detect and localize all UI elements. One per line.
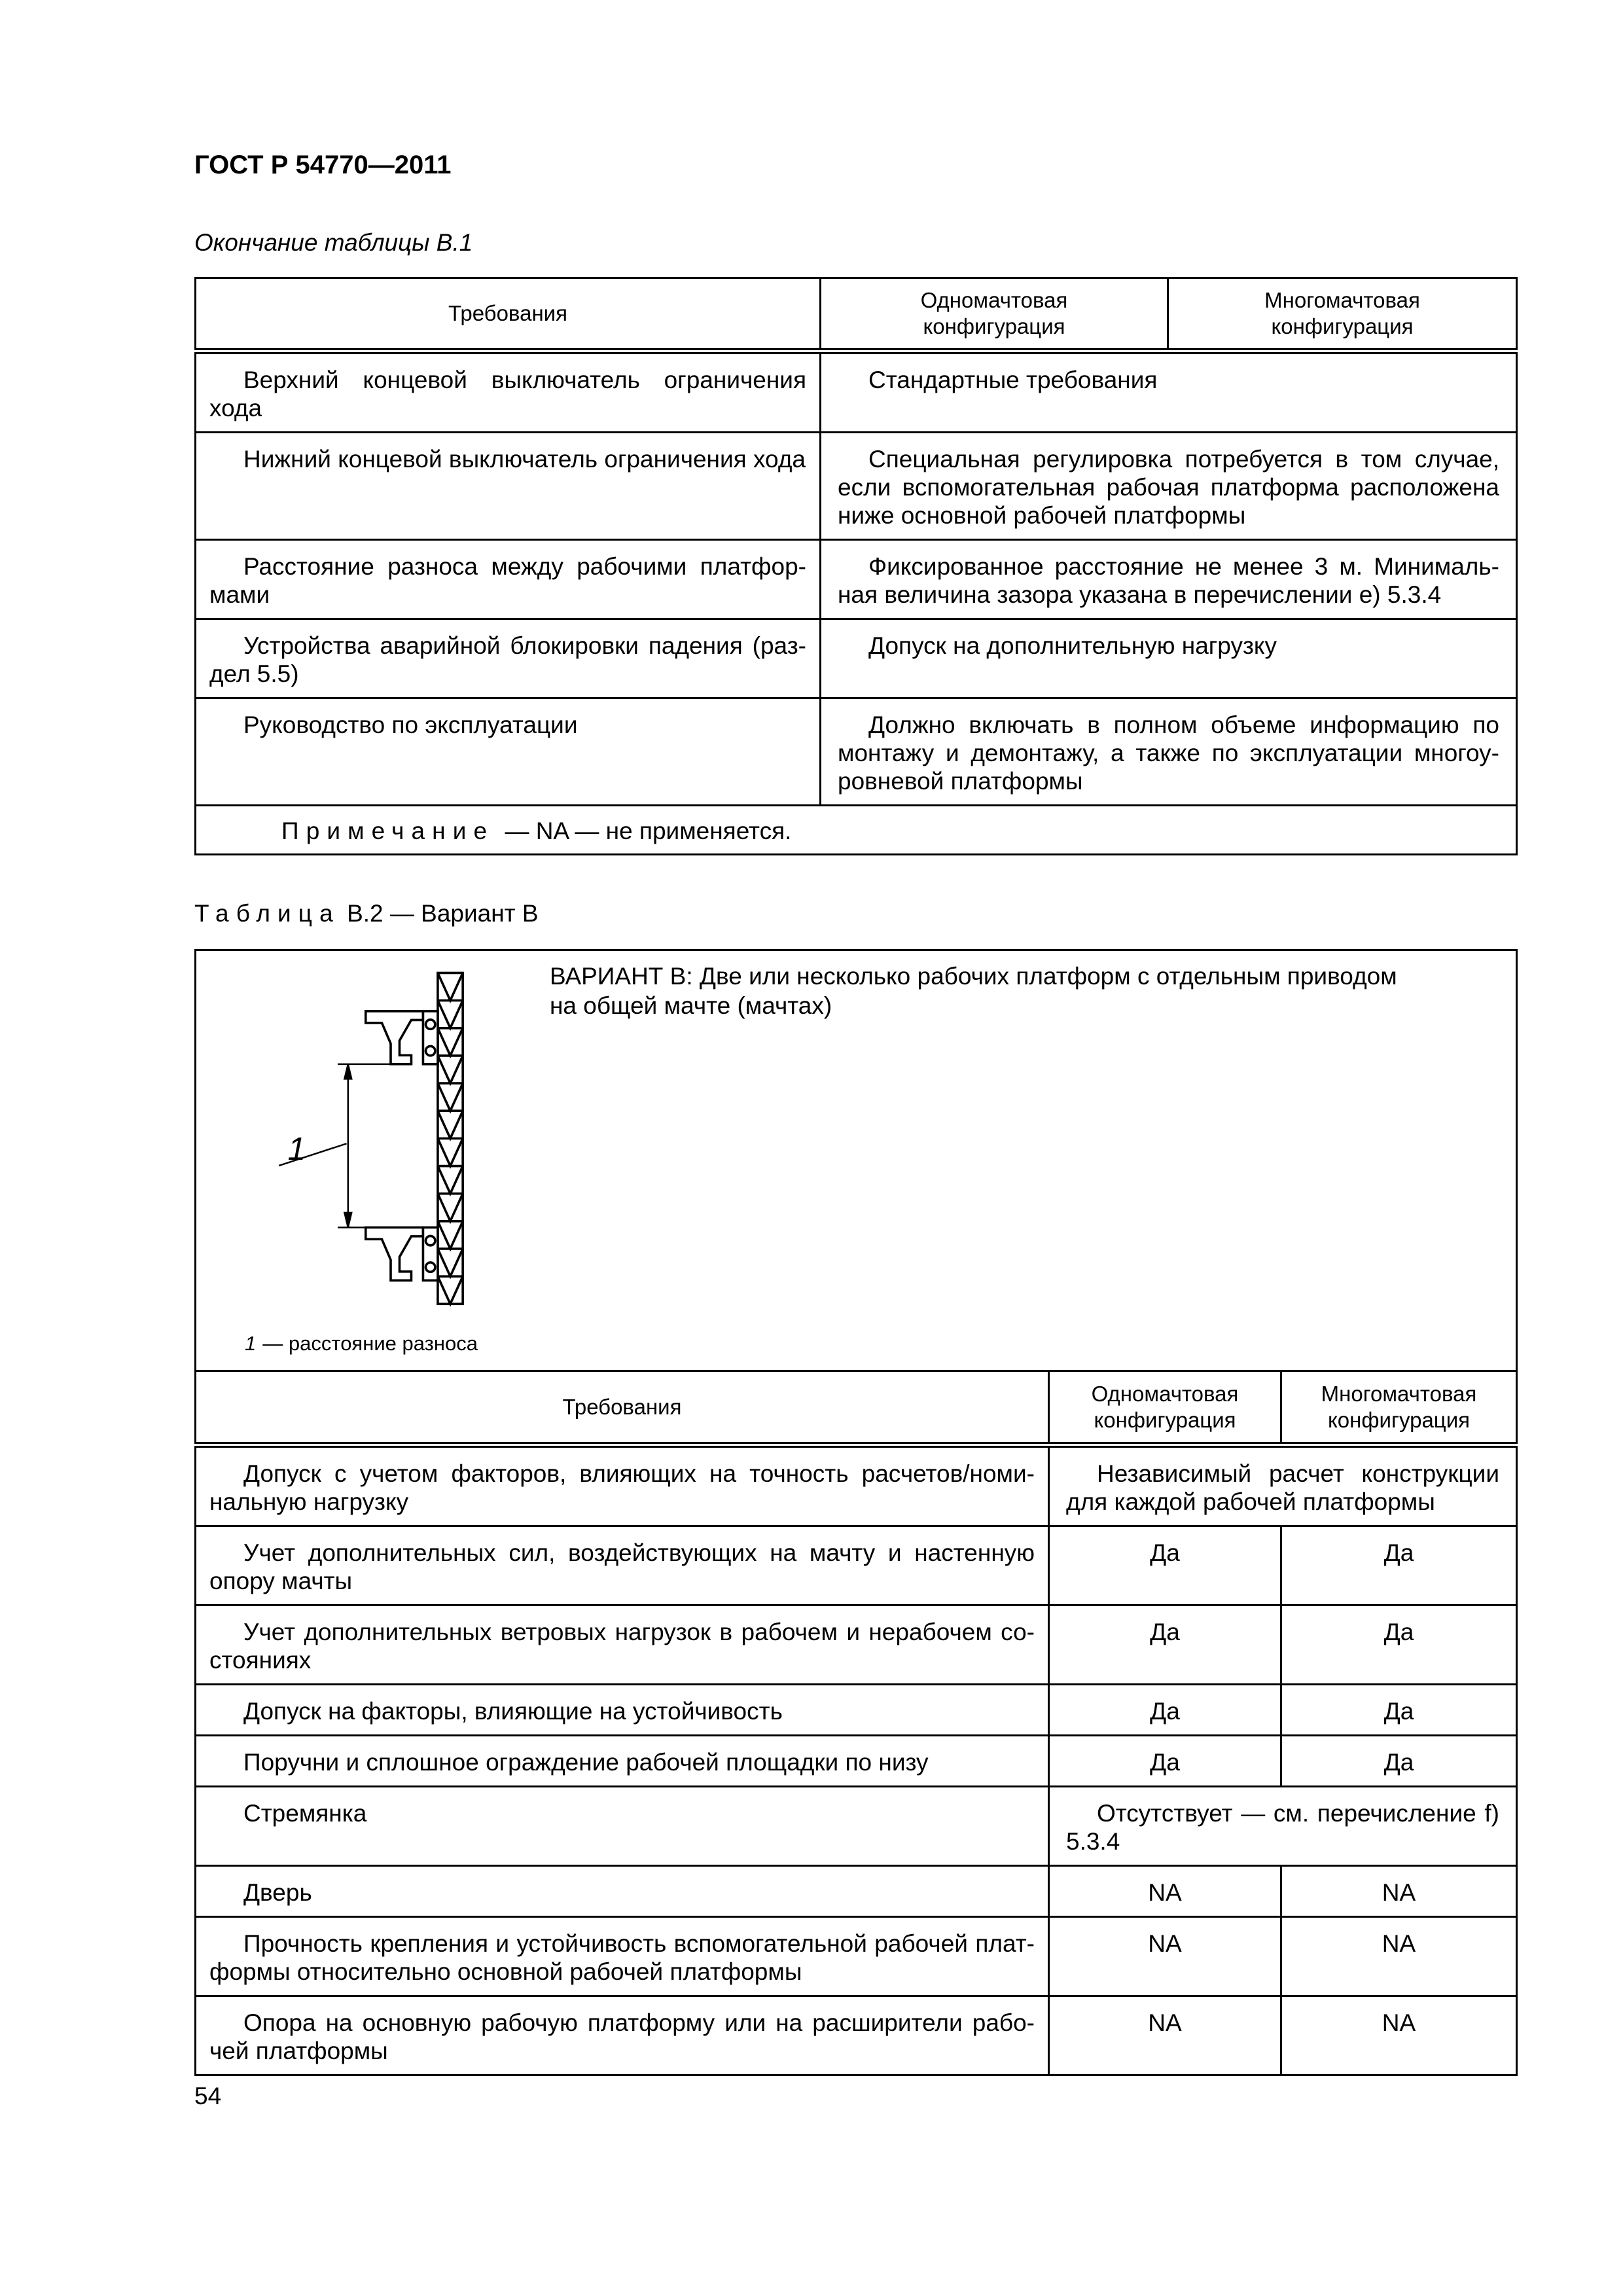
table-b1-header-single-mast: [821, 278, 1168, 351]
note-label: Примечание: [281, 817, 495, 844]
variant-title: [550, 961, 1467, 1020]
figure: [196, 951, 1516, 1370]
table-b2-row-8-single-mast: NA: [1049, 1917, 1281, 1996]
table-b2-header-multi-mast: Многомачтовая конфигурация: [1281, 1371, 1517, 1445]
mast: [438, 973, 463, 1304]
table-b2-row-3-single-mast: Да: [1049, 1605, 1281, 1685]
upper-platform: [366, 1011, 438, 1064]
table-b2-row-4-requirement: Допуск на факторы, влияющие на устойчивость: [196, 1685, 1049, 1736]
table-b2-row-1-requirement: Допуск с учетом факторов, влияющих на точность расчетов/номинальную нагрузку: [196, 1445, 1049, 1526]
table-b2-row-9-single-mast: NA: [1049, 1996, 1281, 2075]
table-b1-note-row: [196, 806, 1517, 855]
table-row: [196, 619, 1517, 698]
table-b2-figure-row: [196, 950, 1517, 1371]
table-b2-row-1-both: Независимый расчет конструкции для каждой рабочей платформы: [1049, 1445, 1517, 1526]
table-row: [196, 1736, 1517, 1787]
lower-platform: [366, 1227, 438, 1280]
table-b1-note: [196, 806, 1517, 855]
table-b1-row-3-requirement: Расстояние разноса между рабочими платформами: [196, 540, 821, 619]
table-b2-header-row: [196, 1371, 1517, 1445]
table-row: [196, 1685, 1517, 1736]
table-row: [196, 540, 1517, 619]
table-b2-row-2-requirement: Учет дополнительных сил, воздействующих на мачту и настенную опору мачты: [196, 1526, 1049, 1605]
table-b2: [194, 949, 1518, 2076]
upper-platform-roller-bottom: [425, 1046, 435, 1055]
table-b2-row-4-multi-mast: Да: [1281, 1685, 1517, 1736]
table-b1-row-4-value: Допуск на дополнительную нагрузку: [821, 619, 1517, 698]
table-b1-header-requirements: Требования: [196, 278, 821, 351]
table-row: [196, 1605, 1517, 1685]
table-row: [196, 1787, 1517, 1866]
table-b1-row-5-requirement: Руководство по эксплуатации: [196, 698, 821, 806]
table-b2-caption: [194, 899, 539, 928]
table-b2-row-2-multi-mast: Да: [1281, 1526, 1517, 1605]
table-b1-row-5-value: Должно включать в полном объеме информацию по монтажу и демонтажу, а также по эксплуатации многоуровневой платформы: [821, 698, 1517, 806]
table-b1: [194, 277, 1518, 855]
dimension-arrow-bottom: [344, 1213, 351, 1227]
upper-platform-roller-top: [425, 1020, 435, 1029]
table-row: [196, 1917, 1517, 1996]
table-b2-row-3-multi-mast: Да: [1281, 1605, 1517, 1685]
table-b2-row-7-single-mast: NA: [1049, 1866, 1281, 1917]
callout-label: 1: [287, 1130, 306, 1167]
table-b2-row-5-requirement: Поручни и сплошное ограждение рабочей площадки по низу: [196, 1736, 1049, 1787]
table-b2-row-5-single-mast: Да: [1049, 1736, 1281, 1787]
table-b2-row-6-both: Отсутствует — см. перечисление f) 5.3.4: [1049, 1787, 1517, 1866]
lower-platform-roller-bottom: [425, 1263, 435, 1272]
table-b2-row-2-single-mast: Да: [1049, 1526, 1281, 1605]
table-b1-row-2-requirement: Нижний концевой выключатель ограничения хода: [196, 433, 821, 540]
figure-legend: [245, 1332, 478, 1355]
table-b1-row-2-value: Специальная регулировка потребуется в том случае, если вспомогательная рабочая платформа расположена ниже основной рабочей платформы: [821, 433, 1517, 540]
table-b2-row-8-requirement: Прочность крепления и устойчивость вспомогательной рабочей платформы относительно основной рабочей платформы: [196, 1917, 1049, 1996]
table-b2-caption-label: Таблица: [194, 900, 340, 927]
variant-title-line-2: на общей мачте (мачтах): [550, 992, 832, 1019]
table-b2-row-7-requirement: Дверь: [196, 1866, 1049, 1917]
lower-platform-bracket: [366, 1227, 423, 1280]
page-number: 54: [194, 2083, 222, 2109]
table-b1-header-single-mast-label: Одномачтовая конфигурация: [920, 288, 1068, 338]
document-code: ГОСТ Р 54770—2011: [194, 151, 452, 179]
figure-legend-text: — расстояние разноса: [262, 1332, 478, 1355]
upper-platform-bracket: [366, 1011, 423, 1064]
table-b2-header-single-mast: Одномачтовая конфигурация: [1049, 1371, 1281, 1445]
table-b2-row-5-multi-mast: Да: [1281, 1736, 1517, 1787]
table-b2-row-9-requirement: Опора на основную рабочую платформу или на расширители рабочей платформы: [196, 1996, 1049, 2075]
table-row: [196, 433, 1517, 540]
table-row: [196, 698, 1517, 806]
mast-with-two-platforms-icon: [238, 958, 532, 1326]
table-row: [196, 1526, 1517, 1605]
lower-platform-roller-top: [425, 1236, 435, 1245]
table-b2-figure-cell: [196, 950, 1517, 1371]
table-b2-row-8-multi-mast: NA: [1281, 1917, 1517, 1996]
table-b2-caption-text: В.2 — Вариант В: [347, 900, 539, 927]
table-b1-row-4-requirement: Устройства аварийной блокировки падения (раздел 5.5): [196, 619, 821, 698]
variant-title-line-1: ВАРИАНТ В: Две или несколько рабочих платформ с отдельным приводом: [550, 963, 1397, 990]
table-b1-row-3-value: Фиксированное расстояние не менее 3 м. Минимальная величина зазора указана в перечислении е) 5.3.4: [821, 540, 1517, 619]
table-b1-header-multi-mast-label: Многомачтовая конфигурация: [1264, 288, 1420, 338]
table-b1-header-row: [196, 278, 1517, 351]
table-row: [196, 1866, 1517, 1917]
table-b2-row-4-single-mast: Да: [1049, 1685, 1281, 1736]
table-row: [196, 1996, 1517, 2075]
table-b1-continuation-caption: Окончание таблицы В.1: [194, 229, 473, 256]
note-text: — NA — не применяется.: [505, 817, 792, 844]
table-b1-row-1-value: Стандартные требования: [821, 351, 1517, 433]
table-b1-header-multi-mast: [1168, 278, 1517, 351]
table-b2-row-6-requirement: Стремянка: [196, 1787, 1049, 1866]
table-b2-row-3-requirement: Учет дополнительных ветровых нагрузок в рабочем и нерабочем состояниях: [196, 1605, 1049, 1685]
table-row: [196, 1445, 1517, 1526]
table-b1-row-1-requirement: Верхний концевой выключатель ограничения хода: [196, 351, 821, 433]
figure-legend-number: 1: [245, 1332, 257, 1355]
table-b2-row-9-multi-mast: NA: [1281, 1996, 1517, 2075]
table-b2-row-7-multi-mast: NA: [1281, 1866, 1517, 1917]
dimension-arrow-top: [344, 1064, 351, 1079]
table-b2-header-requirements: Требования: [196, 1371, 1049, 1445]
table-row: [196, 351, 1517, 433]
